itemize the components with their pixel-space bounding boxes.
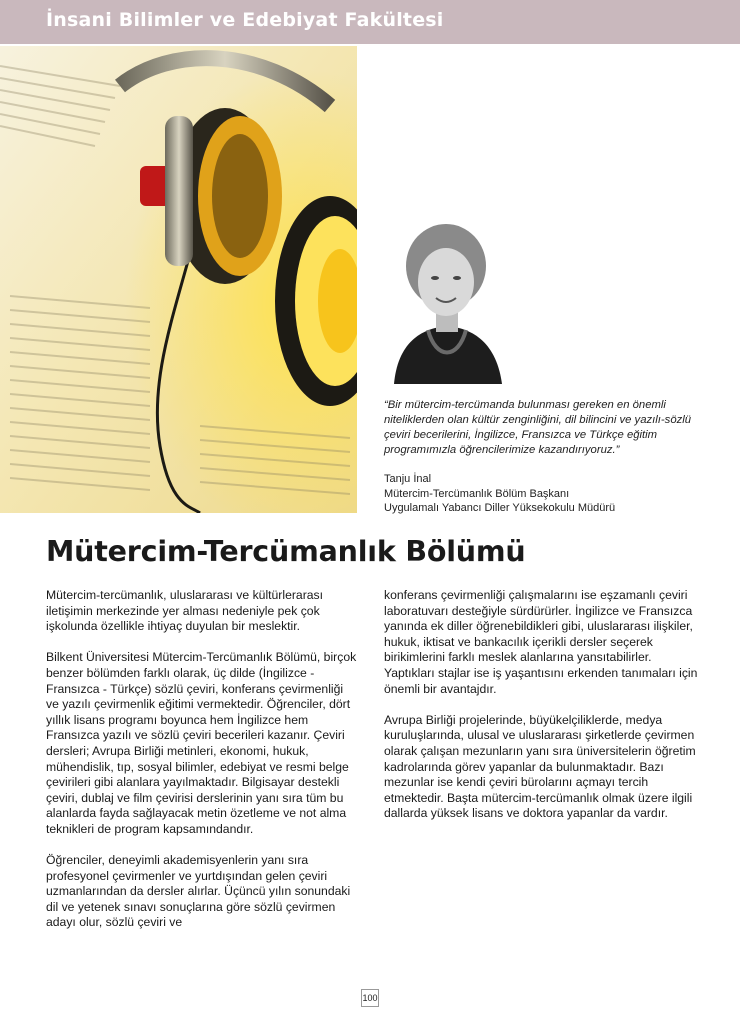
faculty-title: İnsani Bilimler ve Edebiyat Fakültesi [46,9,444,31]
quote-attribution [384,472,714,516]
author-position: Mütercim-Tercümanlık Bölüm Başkanı [384,487,570,500]
article-paragraph: Avrupa Birliği projelerinde, büyükelçiliklerde, medya kuruluşlarında, ulusal ve uluslararası şirketlerde çevirmen olarak çalışan mezunların yanı sıra üniversitelerin öğretim kadrolarında görev yapanlar da bulunmaktadır. Bazı mezunlar ise kendi çeviri bürolarını açmayı tercih etmektedir. Başta mütercim-tercümanlık olmak üzere ilgili dallarda yüksek lisans ve doktora yapanlar da vardır. [384,712,696,821]
header-bar [0,0,740,44]
author-quote: “Bir mütercim-tercümanda bulunması gereken en önemli niteliklerden olan kültür zenginliğini, dil bilincini ve yazılı-sözlü çeviri becerilerini, İngilizce, Fransızca ve Türkçe eğitim programımızla öğrencilerimize kazandırıyoruz.” [384,399,692,456]
article-paragraph: konferans çevirmenliği çalışmalarını ise eşzamanlı çeviri laboratuvarı desteğiyle sürdürürler. İngilizce ve Fransızca yanında ek diller öğrenebildikleri gibi, uluslararası ilişkiler, hukuk, iktisat ve bankacılık içerikli dersler seçerek birikimlerini farklı meslek alanlarına yansıtabilirler. Yaptıkları stajlar ise iş yaşantısını erkenden tanımaları için önemli bir avantajdır. [384,588,698,696]
headphones-newspaper-photo [0,46,357,513]
article-column-left [46,588,358,947]
page-title: Mütercim-Tercümanlık Bölümü [46,535,526,568]
article-paragraph: Öğrenciler, deneyimli akademisyenlerin yanı sıra profesyonel çevirmenler ve yurtdışından gelen çeviri uzmanlarından da dersler alırlar. Üçüncü yılın sonundaki dil ve yetenek sınavı sonuçlarına göre sözlü çevirmen adayı olur, sözlü çeviri ve [46,853,351,930]
article-paragraph: Bilkent Üniversitesi Mütercim-Tercümanlık Bölümü, birçok benzer bölümden farklı olarak, üç dilde (İngilizce - Fransızca - Türkçe) sözlü çeviri, konferans çevirmenliği ve yazılı çevirmenlik eğitimi vermektedir. Öğrenciler, dört yıllık lisans programı boyunca hem İngilizce hem Fransızca yazılı ve sözlü çeviri becerileri kazanır. Çeviri dersleri; Avrupa Birliği metinleri, ekonomi, hukuk, mühendislik, tıp, sosyal bilimler, edebiyat ve resmi belge çevirileri gibi alanlara yayılmaktadır. Bilgisayar destekli çeviri, dublaj ve film çevirisi derslerinin yanı sıra tüm bu alanlarda fayda sağlayacak metin özetleme ve not alma teknikleri de program kapsamındandır. [46,650,357,836]
author-name: Tanju İnal [384,473,432,485]
author-portrait [384,220,510,384]
article-column-right [384,588,700,838]
page-number: 100 [361,989,379,1007]
article-paragraph: Mütercim-tercümanlık, uluslararası ve kültürlerarası iletişimin merkezinde yer alması nedeniyle pek çok işkolunda özellikle ihtiyaç duyulan bir meslektir. [46,588,324,634]
author-school: Uygulamalı Yabancı Diller Yüksekokulu Müdürü [384,502,616,515]
